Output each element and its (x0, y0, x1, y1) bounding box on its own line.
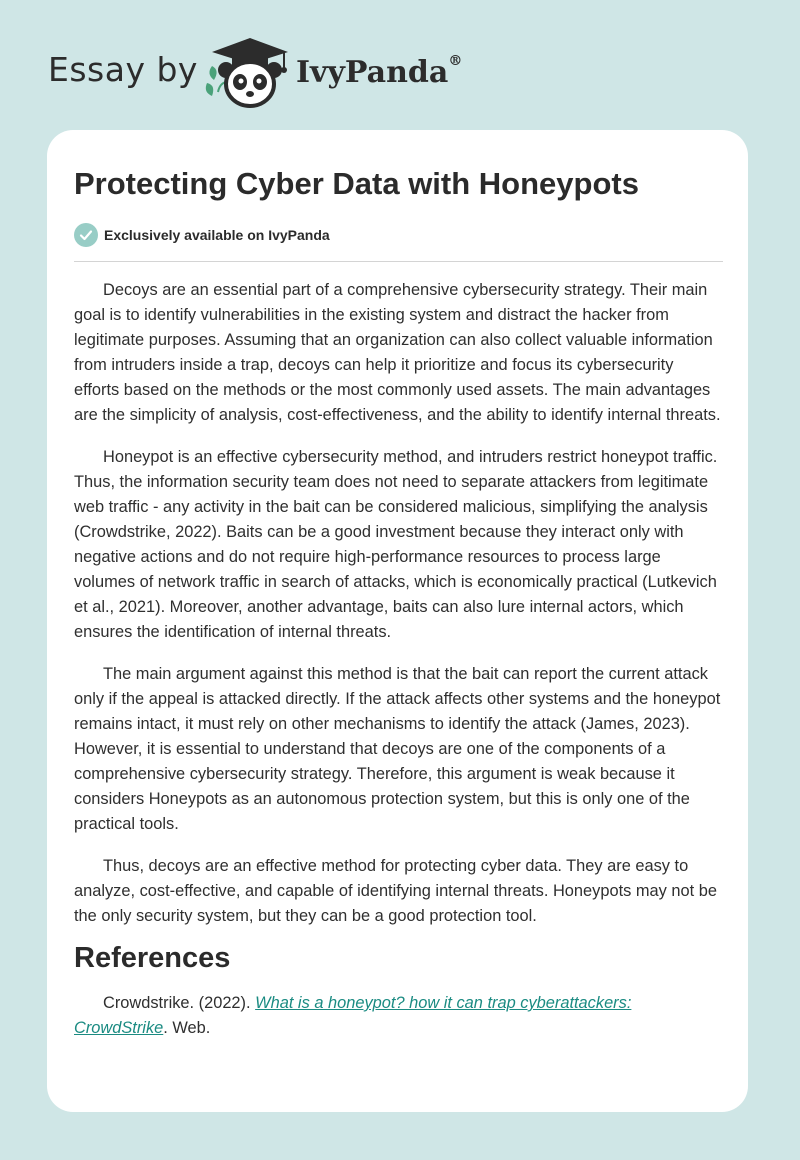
ivypanda-brand[interactable] (296, 55, 462, 90)
exclusive-badge (74, 222, 330, 248)
exclusive-label: Exclusively available on IvyPanda (104, 227, 330, 243)
check-circle-icon (74, 223, 98, 247)
reference-link[interactable]: What is a honeypot? how it can trap cyberattackers: CrowdStrike (74, 994, 632, 1037)
essay-by-label: Essay by (48, 50, 198, 89)
essay-body (74, 278, 723, 1058)
references-heading: References (74, 942, 231, 974)
paragraph-4: Thus, decoys are an effective method for protecting cyber data. They are easy to analyze, cost-effective, and capable of identifying internal threats. Honeypots may not be the only security system, but they can be a good protection tool. (74, 857, 717, 925)
registered-mark: ® (448, 53, 463, 69)
reference-item (74, 991, 723, 1041)
essay-card (47, 130, 748, 1112)
paragraph-2: Honeypot is an effective cybersecurity method, and intruders restrict honeypot traffic. Thus, the information security team does not need to separate attackers from legitimate web traffic - any activity in the bait can be considered malicious, simplifying the analysis (Crowdstrike, 2022). Baits can be a good investment because they interact only with negative actions and do not require high-performance resources to process large volumes of network traffic in search of attacks, which is economically practical (Lutkevich et al., 2021). Moreover, another advantage, baits can also lure internal actors, which ensures the identification of internal threats. (74, 448, 718, 641)
divider (74, 261, 723, 262)
site-header (0, 0, 800, 130)
reference-prefix: Crowdstrike. (2022). (103, 994, 256, 1012)
panda-graduate-logo-icon[interactable] (200, 34, 300, 114)
brand-name: IvyPanda (296, 55, 449, 90)
paragraph-3: The main argument against this method is that the bait can report the current attack only if the appeal is attacked directly. If the attack affects other systems and the honeypot remains intact, it must rely on other mechanisms to identify the attack (James, 2023). However, it is essential to understand that decoys are one of the components of a comprehensive cybersecurity strategy. Therefore, this argument is weak because it considers Honeypots as an autonomous protection system, but this is only one of the practical tools. (74, 665, 721, 833)
reference-suffix: . Web. (163, 1019, 211, 1037)
page-title: Protecting Cyber Data with Honeypots (74, 166, 639, 201)
paragraph-1: Decoys are an essential part of a comprehensive cybersecurity strategy. Their main goal is to identify vulnerabilities in the existing system and distract the hacker from legitimate purposes. Assuming that an organization can also collect valuable information from intruders inside a trap, decoys can help it prioritize and focus its cybersecurity efforts based on the methods or the most commonly used assets. The main advantages are the simplicity of analysis, cost-effectiveness, and the ability to identify internal threats. (74, 281, 721, 424)
